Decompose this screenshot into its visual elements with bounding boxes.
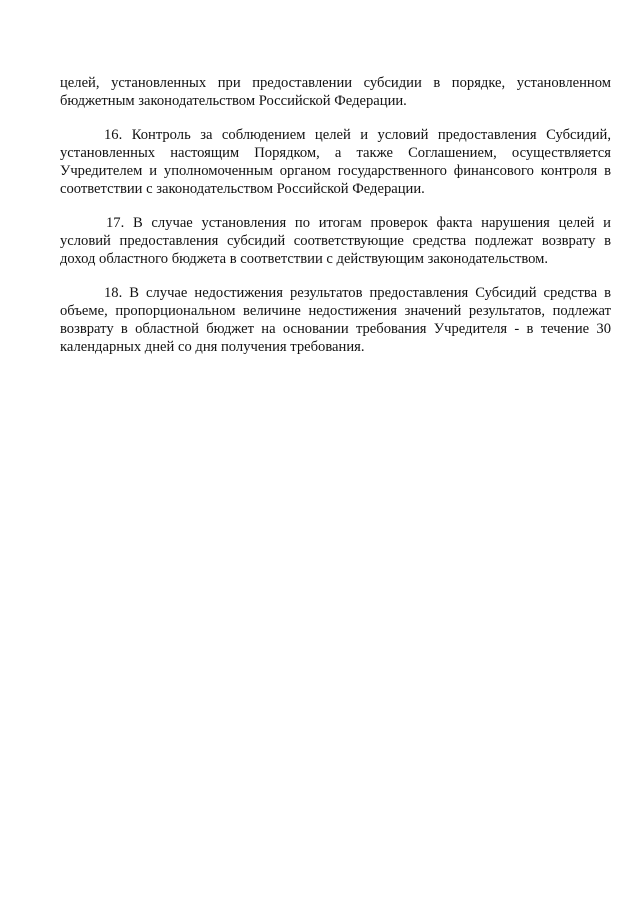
paragraph-18: 18. В случае недостижения результатов предоставления Субсидий средства в объеме, пропорциональном величине недостижения значений результатов, подлежат возврату в областной бюджет на основании требования Учредителя - в течение 30 календарных дней со дня получения требования. [60, 285, 611, 355]
paragraph-continuation: целей, установленных при предоставлении субсидии в порядке, установленном бюджетным законодательством Российской Федерации. [60, 75, 611, 109]
document-body [60, 74, 611, 372]
paragraph-17: 17. В случае установления по итогам проверок факта нарушения целей и условий предоставления субсидий соответствующие средства подлежат возврату в доход областного бюджета в соответствии с действующим законодательством. [60, 215, 611, 267]
paragraph-16: 16. Контроль за соблюдением целей и условий предоставления Субсидий, установленных настоящим Порядком, а также Соглашением, осуществляется Учредителем и уполномоченным органом государственного финансового контроля в соответствии с законодательством Российской Федерации. [60, 127, 611, 197]
